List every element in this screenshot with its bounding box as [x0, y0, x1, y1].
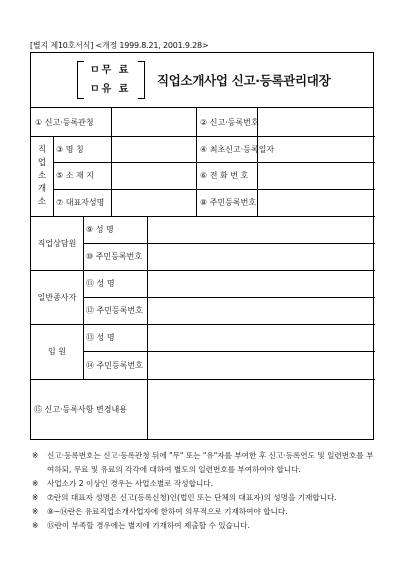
label-staff: 일반종사자 — [37, 292, 77, 302]
option-free[interactable]: ㅁ무 료 — [90, 65, 131, 76]
label-staff-name: ⑪ 성 명 — [86, 279, 115, 288]
label-reg-office: ① 신고·등록관청 — [35, 117, 94, 127]
form-title: 직업소개사업 신고·등록관리대장 — [157, 73, 331, 88]
note-item: ※ ⑦란의 대표자 성명은 신고(등록신청)인(법인 또는 단체의 대표자)의 성명을 기재합니다. — [32, 493, 337, 502]
label-counselor: 직업상담원 — [37, 238, 77, 248]
label-counselor-name: ⑨ 성 명 — [86, 225, 114, 234]
label-staff-id: ⑫ 주민등록번호 — [86, 306, 143, 315]
label-name: ③ 명 칭 — [56, 144, 84, 154]
fee-type-selector — [77, 61, 145, 99]
note-item: ※ ⑨~⑭란은 유료직업소개사업자에 한하여 의무적으로 기재하여야 합니다. — [32, 507, 288, 516]
note-item: ※ 신고·등록번호는 신고·등록관청 뒤에 "무" 또는 "유"자를 부여한 후 신고·등록연도 및 일련번호를 부여하되, 무료 및 유료의 각각에 대하여 별도의 일련번호를 부여하여야 합니다. — [32, 451, 374, 474]
form-header: [별지 제10호서식] <개정 1999.8.21, 2001.9.28> — [30, 41, 209, 50]
label-reg-number: ② 신고·등록번호 — [200, 117, 259, 127]
title-row — [31, 53, 373, 108]
label-changes: ⑮ 신고·등록사항 변경내용 — [34, 404, 127, 414]
label-rep-name: ⑦ 대표자성명 — [56, 198, 105, 207]
label-first-reg-date: ④ 최초신고·등록일자 — [200, 144, 275, 154]
label-officer-id: ⑭ 주민등록번호 — [86, 360, 143, 370]
label-phone: ⑥ 전 화 번 호 — [200, 171, 249, 180]
label-officer-name: ⑬ 성 명 — [86, 333, 115, 342]
group-label-office: 직 업 소 개 소 — [37, 144, 47, 207]
label-address: ⑤ 소 재 지 — [56, 171, 94, 180]
registry-form — [30, 52, 374, 440]
note-item: ※ ⑮란이 부족할 경우에는 별지에 기재하여 제출할 수 있습니다. — [32, 521, 250, 530]
label-rep-id: ⑧ 주민등록번호 — [200, 198, 257, 207]
note-item: ※ 사업소가 2 이상인 경우는 사업소별로 작성합니다. — [32, 479, 214, 488]
notes-section — [30, 449, 376, 533]
label-officer: 임 원 — [48, 347, 66, 356]
option-paid[interactable]: ㅁ유 료 — [90, 84, 131, 95]
label-counselor-id: ⑩ 주민등록번호 — [86, 252, 143, 261]
